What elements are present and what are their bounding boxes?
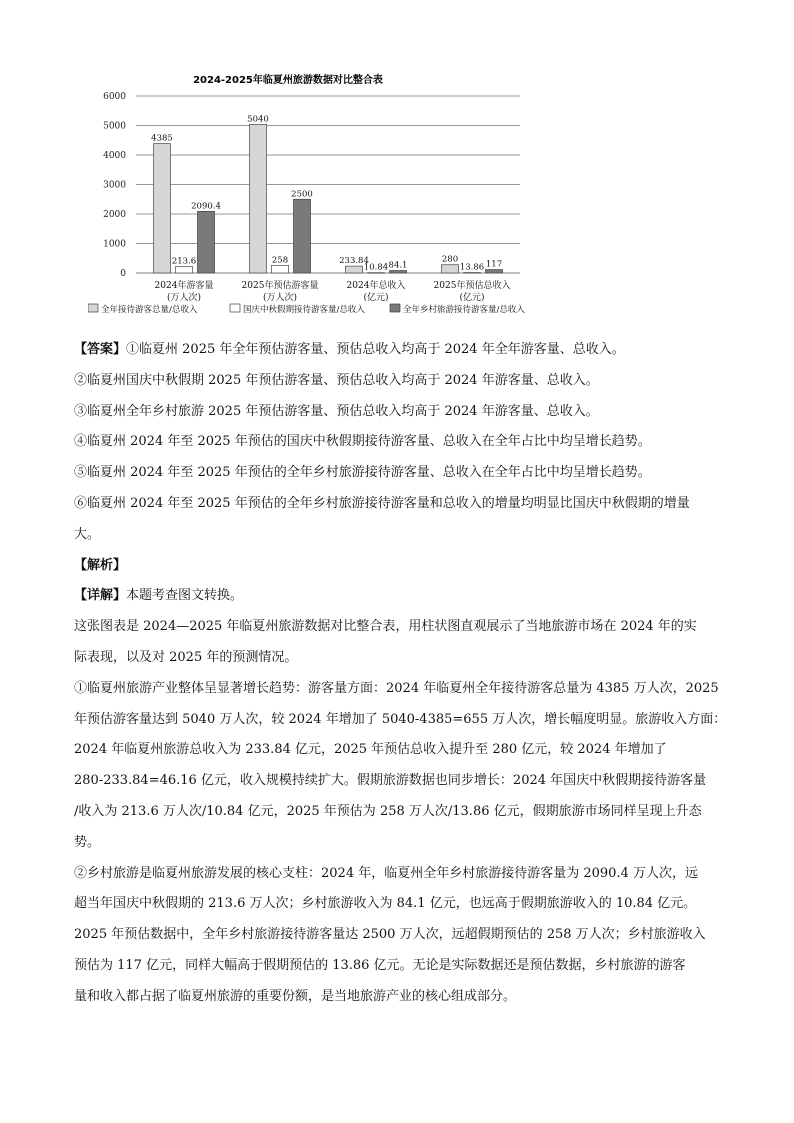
- detail-first: 本题考查图文转换。: [126, 588, 244, 604]
- answer-line-5: ⑤临夏州 2024 年至 2025 年预估的全年乡村旅游接待游客量、总收入在全年占比中均呈增长趋势。: [74, 465, 651, 481]
- answer-line-3: ③临夏州全年乡村旅游 2025 年预估游客量、预估总收入均高于 2024 年游客量、总收入。: [74, 403, 599, 419]
- explanation-line: 势。: [74, 834, 101, 850]
- category-label: (万人次): [166, 293, 202, 303]
- answer-text: [74, 335, 734, 1013]
- data-label: 280: [441, 254, 459, 265]
- category-label: 2024年总收入: [346, 281, 406, 291]
- data-label: 4385: [151, 133, 173, 144]
- y-tick-label: 2000: [103, 210, 126, 220]
- legend-swatch: [230, 304, 240, 312]
- legend: [88, 304, 525, 315]
- legend-swatch: [390, 304, 400, 312]
- analysis-heading: 【解析】: [74, 557, 127, 573]
- data-label: 213.6: [171, 256, 197, 267]
- answer-line-6: ⑥临夏州 2024 年至 2025 年预估的全年乡村旅游接待游客量和总收入的增量均明显比国庆中秋假期的增量: [74, 495, 690, 511]
- category-label: 2025年预估游客量: [241, 281, 319, 291]
- y-tick-label: 0: [120, 269, 126, 279]
- bar: [250, 124, 267, 273]
- legend-label: 全年接待游客总量/总收入: [101, 305, 198, 315]
- bar: [486, 270, 503, 273]
- legend-label: 全年乡村旅游接待游客量/总收入: [403, 305, 525, 315]
- y-tick-label: 5000: [103, 121, 126, 132]
- bar: [346, 266, 363, 273]
- data-label: 258: [271, 255, 289, 266]
- bar: [154, 144, 171, 273]
- category-label: 2025年预估总收入: [433, 281, 511, 291]
- explanation-line: /收入为 213.6 万人次/10.84 亿元，2025 年预估为 258 万人次/13.86 亿元，假期旅游市场同样呈现上升态: [74, 803, 702, 819]
- y-tick-label: 1000: [103, 239, 126, 250]
- y-tick-label: 6000: [103, 92, 126, 102]
- bar: [464, 273, 481, 274]
- bar: [390, 271, 407, 273]
- answer-line-1: [74, 335, 734, 366]
- bars: [151, 114, 502, 273]
- explanation-line: 2025 年预估数据中，全年乡村旅游接待游客量达 2500 万人次，远超假期预估的 258 万人次；乡村旅游收入: [74, 927, 706, 943]
- category-label: (万人次): [262, 293, 298, 303]
- bar: [176, 267, 193, 273]
- category-label: 2024年游客量: [154, 281, 214, 291]
- answer-line-7: 大。: [74, 526, 101, 542]
- explanation-line: 280-233.84=46.16 亿元，收入规模持续扩大。假期旅游数据也同步增长：2024 年国庆中秋假期接待游客量: [74, 773, 707, 789]
- x-axis-categories: [155, 279, 511, 303]
- data-label: 5040: [247, 114, 269, 125]
- answer-heading: 【答案】: [74, 342, 127, 357]
- bar: [368, 273, 385, 274]
- detail-heading: 【详解】: [74, 588, 127, 604]
- legend-label: 国庆中秋假期接待游客量/总收入: [243, 305, 365, 315]
- data-label: 2090.4: [191, 201, 221, 212]
- data-label: 84.1: [388, 260, 408, 271]
- category-label: (亿元): [459, 293, 485, 303]
- y-tick-label: 3000: [103, 180, 126, 191]
- explanation-line: 际表现，以及对 2025 年的预测情况。: [74, 649, 298, 665]
- y-tick-label: 4000: [103, 151, 126, 161]
- bar: [198, 211, 215, 273]
- detail-line: [74, 581, 734, 612]
- bar-chart: [88, 66, 558, 328]
- explanation-line: ②乡村旅游是临夏州旅游发展的核心支柱：2024 年，临夏州全年乡村旅游接待游客量为 2090.4 万人次，远: [74, 865, 698, 881]
- data-label: 13.86: [459, 262, 485, 273]
- explanation-line: 这张图表是 2024—2025 年临夏州旅游数据对比整合表，用柱状图直观展示了当地旅游市场在 2024 年的实: [74, 619, 697, 635]
- data-label: 10.84: [363, 262, 389, 273]
- explanation-line: 量和收入都占据了临夏州旅游的重要份额，是当地旅游产业的核心组成部分。: [74, 988, 517, 1004]
- category-label: (亿元): [363, 293, 389, 303]
- explanation-line: 超当年国庆中秋假期的 213.6 万人次；乡村旅游收入为 84.1 亿元，也远高于假期旅游收入的 10.84 亿元。: [74, 896, 697, 912]
- answer-line-2: ②临夏州国庆中秋假期 2025 年预估游客量、预估总收入均高于 2024 年游客量、总收入。: [74, 372, 599, 388]
- data-label: 233.84: [339, 256, 369, 267]
- chart-title: 2024-2025年临夏州旅游数据对比整合表: [193, 75, 383, 86]
- answer-line-4: ④临夏州 2024 年至 2025 年预估的国庆中秋假期接待游客量、总收入在全年占比中均呈增长趋势。: [74, 434, 651, 450]
- y-axis-ticks: [103, 92, 126, 279]
- explanation-line: 2024 年临夏州旅游总收入为 233.84 亿元，2025 年预估总收入提升至 280 亿元，较 2024 年增加了: [74, 742, 667, 758]
- bar: [294, 199, 311, 273]
- explanation-line: ①临夏州旅游产业整体呈显著增长趋势：游客量方面：2024 年临夏州全年接待游客总量为 4385 万人次，2025: [74, 680, 719, 696]
- data-label: 2500: [291, 189, 313, 200]
- explanation-line: 年预估游客量达到 5040 万人次，较 2024 年增加了 5040-4385=655 万人次，增长幅度明显。旅游收入方面：: [74, 711, 727, 727]
- chart-svg: [88, 66, 558, 328]
- explanation-line: 预估为 117 亿元，同样大幅高于假期预估的 13.86 亿元。无论是实际数据还是预估数据，乡村旅游的游客: [74, 957, 686, 973]
- legend-swatch: [88, 304, 98, 312]
- bar: [442, 265, 459, 273]
- bar: [272, 265, 289, 273]
- answer-item-1: ①临夏州 2025 年全年预估游客量、预估总收入均高于 2024 年全年游客量、总收入。: [126, 342, 625, 357]
- gridlines: [136, 96, 520, 273]
- explanation-body: [74, 612, 734, 1012]
- data-label: 117: [485, 259, 503, 270]
